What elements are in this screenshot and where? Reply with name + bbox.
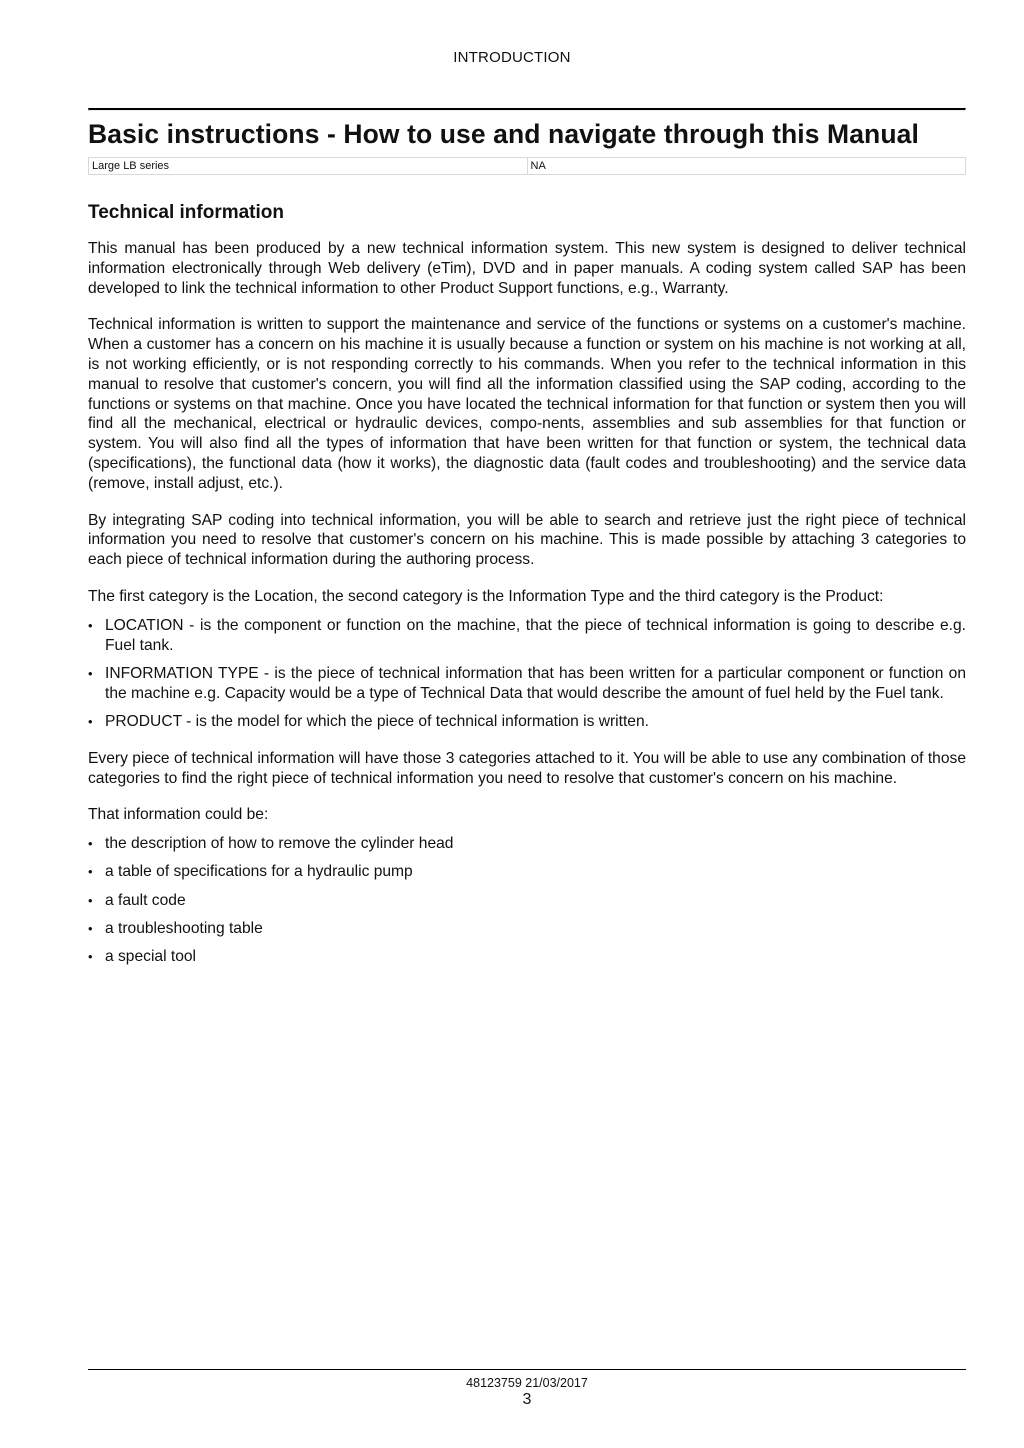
title-divider: [88, 108, 966, 111]
list-item-text: INFORMATION TYPE - is the piece of technical information that has been written for a particular component or function on the machine e.g. Capacity would be a type of Technical Data that would describe the amount of fuel held by the Fuel tank.: [105, 664, 966, 702]
page-number: 3: [522, 1391, 532, 1408]
running-header: INTRODUCTION: [453, 49, 571, 66]
list-item: [88, 891, 966, 911]
paragraph-technical-info: Technical information is written to support the maintenance and service of the functions or systems on a customer's machine. When a customer has a concern on his machine it is usually because a function or system on his machine is not working at all, is not working efficiently, or is not responding correctly to his commands. When you refer to the technical information in this manual to resolve that customer's concern, you will find all the information classified using the SAP coding, according to the functions or systems on that machine. Once you have located the technical information for that function or system then you will find all the mechanical, electrical or hydraulic devices, compo-nents, assemblies and sub assemblies for that function or system. You will also find all the types of information that have been written for that function or system, the technical data (specifications), the functional data (how it works), the diagnostic data (fault codes and troubleshooting) and the service data (remove, install adjust, etc.).: [88, 316, 966, 492]
bullet-icon: •: [88, 949, 93, 965]
list-item: [88, 947, 966, 967]
bullet-icon: •: [88, 892, 93, 908]
list-item-text: a troubleshooting table: [105, 920, 263, 938]
bullet-icon: •: [88, 665, 93, 681]
bullet-icon: •: [88, 713, 93, 729]
paragraph-sap-coding: By integrating SAP coding into technical information, you will be able to search and retrieve just the right piece of technical information you need to resolve that customer's concern on his machine. This is made possible by attaching 3 categories to each piece of technical information during the authoring process.: [88, 511, 966, 569]
list-item-text: PRODUCT - is the model for which the piece of technical information is written.: [105, 712, 649, 730]
bullet-icon: •: [88, 921, 93, 937]
market-cell: NA: [527, 158, 966, 175]
page-title: Basic instructions - How to use and navigate through this Manual: [88, 119, 919, 149]
list-item: [88, 712, 966, 732]
paragraph-combination: Every piece of technical information will have those 3 categories attached to it. You will be able to use any combination of those categories to find the right piece of technical information you need to resolve that customer's concern on his machine.: [88, 749, 966, 787]
applicability-table: [88, 157, 966, 175]
document-body: [88, 108, 966, 984]
list-item: [88, 664, 966, 704]
list-item-text: a special tool: [105, 948, 197, 966]
series-cell: Large LB series: [89, 158, 528, 175]
list-item-text: a fault code: [105, 891, 186, 909]
list-item: [88, 862, 966, 882]
list-item-text: the description of how to remove the cylinder head: [105, 835, 454, 853]
footer-divider: [88, 1369, 966, 1370]
categories-list: [88, 616, 966, 732]
examples-list: [88, 834, 966, 967]
footer-doc-id: 48123759 21/03/2017: [466, 1376, 588, 1390]
paragraph-categories-intro: The first category is the Location, the second category is the Information Type and the third category is the Product:: [88, 587, 884, 605]
list-item: [88, 919, 966, 939]
paragraph-intro: This manual has been produced by a new technical information system. This new system is designed to deliver technical information electronically through Web delivery (eTim), DVD and in paper manuals. A coding system called SAP has been developed to link the technical information to other Product Support functions, e.g., Warranty.: [88, 240, 966, 297]
list-item-text: LOCATION - is the component or function on the machine, that the piece of technical information is going to describe e.g. Fuel tank.: [105, 616, 966, 654]
applicability-row: [89, 158, 966, 175]
section-heading: Technical information: [88, 202, 285, 223]
paragraph-examples-intro: That information could be:: [88, 806, 269, 824]
list-item: [88, 616, 966, 656]
bullet-icon: •: [88, 836, 93, 852]
list-item: [88, 834, 966, 854]
bullet-icon: •: [88, 617, 93, 633]
list-item-text: a table of specifications for a hydraulic pump: [105, 863, 413, 881]
bullet-icon: •: [88, 864, 93, 880]
